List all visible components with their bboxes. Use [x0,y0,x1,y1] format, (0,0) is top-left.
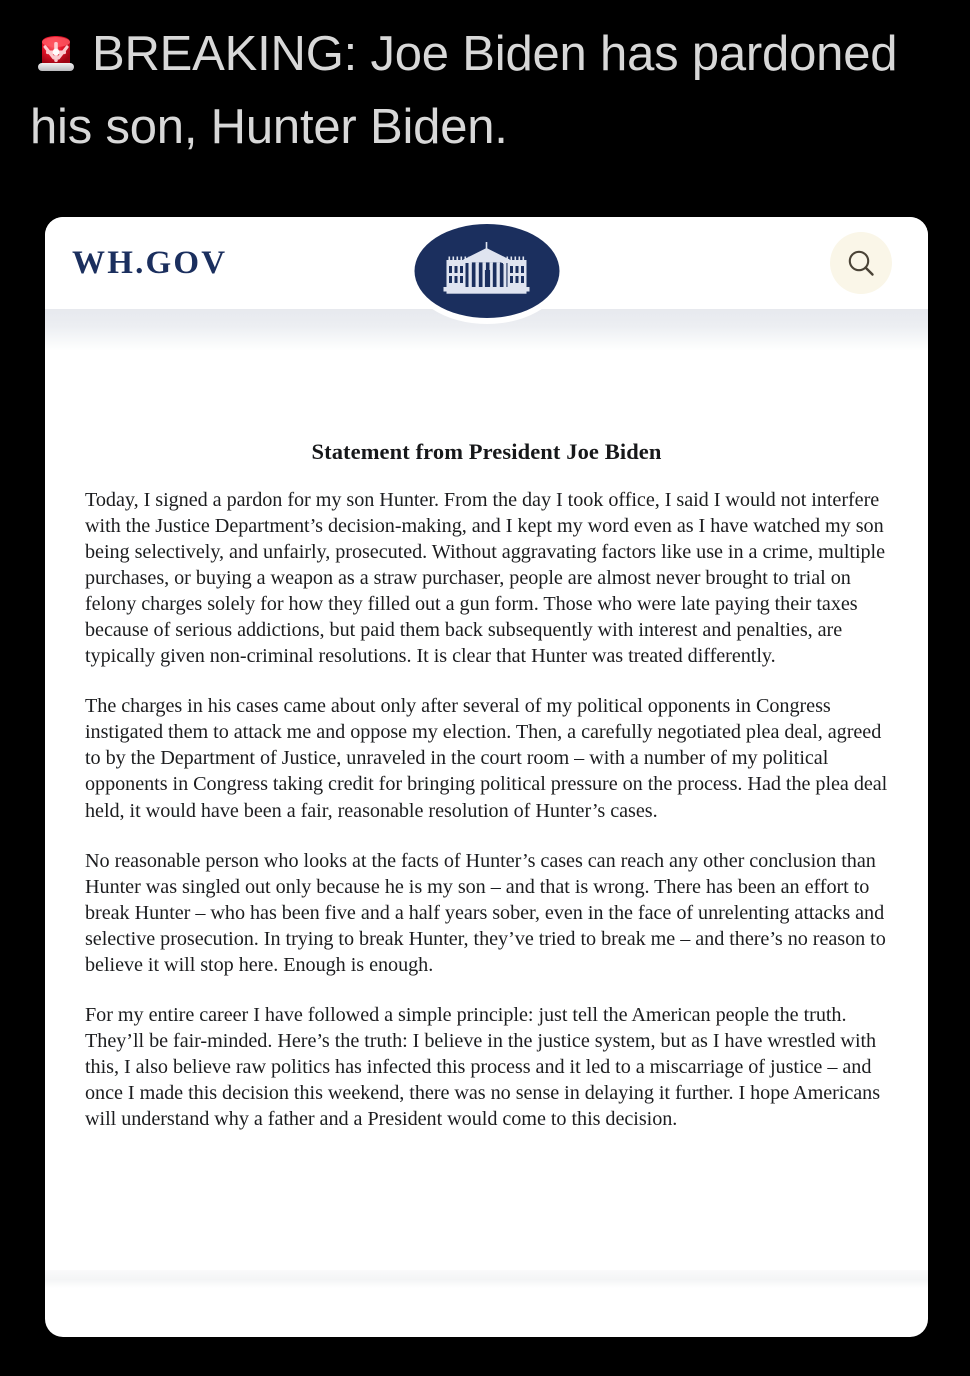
siren-emoji [30,27,82,79]
statement-paragraph: For my entire career I have followed a simple principle: just tell the American people the truth. They’ll be fair-minded. Here’s the truth: I believe in the justice system, but as I have wrestled with this, I also believe raw politics has infected this process and it led to a miscarriage of justice – and once I made this decision this weekend, there was no sense in delaying it further. I hope Americans will understand why a father and a President would come to this decision. [85,1003,881,1130]
statement-paragraph: No reasonable person who looks at the facts of Hunter’s cases can reach any other conclusion than Hunter was singled out only because he is my son – and that is wrong. There has been an effort to break Hunter – who has been five and a half years sober, even in the face of unrelenting attacks and selective prosecution. In trying to break Hunter, they’ve tried to break me – and there’s no reason to believe it will stop here. Enough is enough. [85,849,886,976]
footer-divider [45,1270,928,1288]
post-headline [30,18,930,163]
whitehouse-statement-card [45,217,928,1337]
statement-paragraphs [85,487,888,1132]
headline-label: BREAKING: Joe Biden has pardoned his son, Hunter Biden. [30,27,911,154]
site-header [45,217,928,309]
statement-paragraph: The charges in his cases came about only after several of my political opponents in Congress instigated them to attack me and oppose my election. Then, a carefully negotiated plea deal, agreed to by the Department of Justice, unraveled in the court room – with a number of my political opponents in Congress taking credit for bringing political pressure on the process. Had the plea deal held, it would have been a fair, reasonable resolution of Hunter’s cases. [85,695,888,822]
white-house-seal-icon[interactable] [414,224,559,318]
statement-content [45,351,928,1132]
statement-paragraph: Today, I signed a pardon for my son Hunter. From the day I took office, I said I would not interfere with the Justice Department’s decision-making, and I kept my word even as I have watched my son being selectively, and unfairly, prosecuted. Without aggravating factors like use in a crime, multiple purchases, or buying a weapon as a straw purchaser, people are almost never brought to trial on felony charges solely for how they filled out a gun form. Those who were late paying their taxes because of serious addictions, but paid them back subsequently with interest and penalties, are typically given non-criminal resolutions. It is clear that Hunter was treated differently. [85,489,886,668]
wh-gov-wordmark[interactable]: WH.GOV [72,244,228,281]
search-icon[interactable] [830,232,892,294]
statement-title: Statement from President Joe Biden [311,439,662,464]
